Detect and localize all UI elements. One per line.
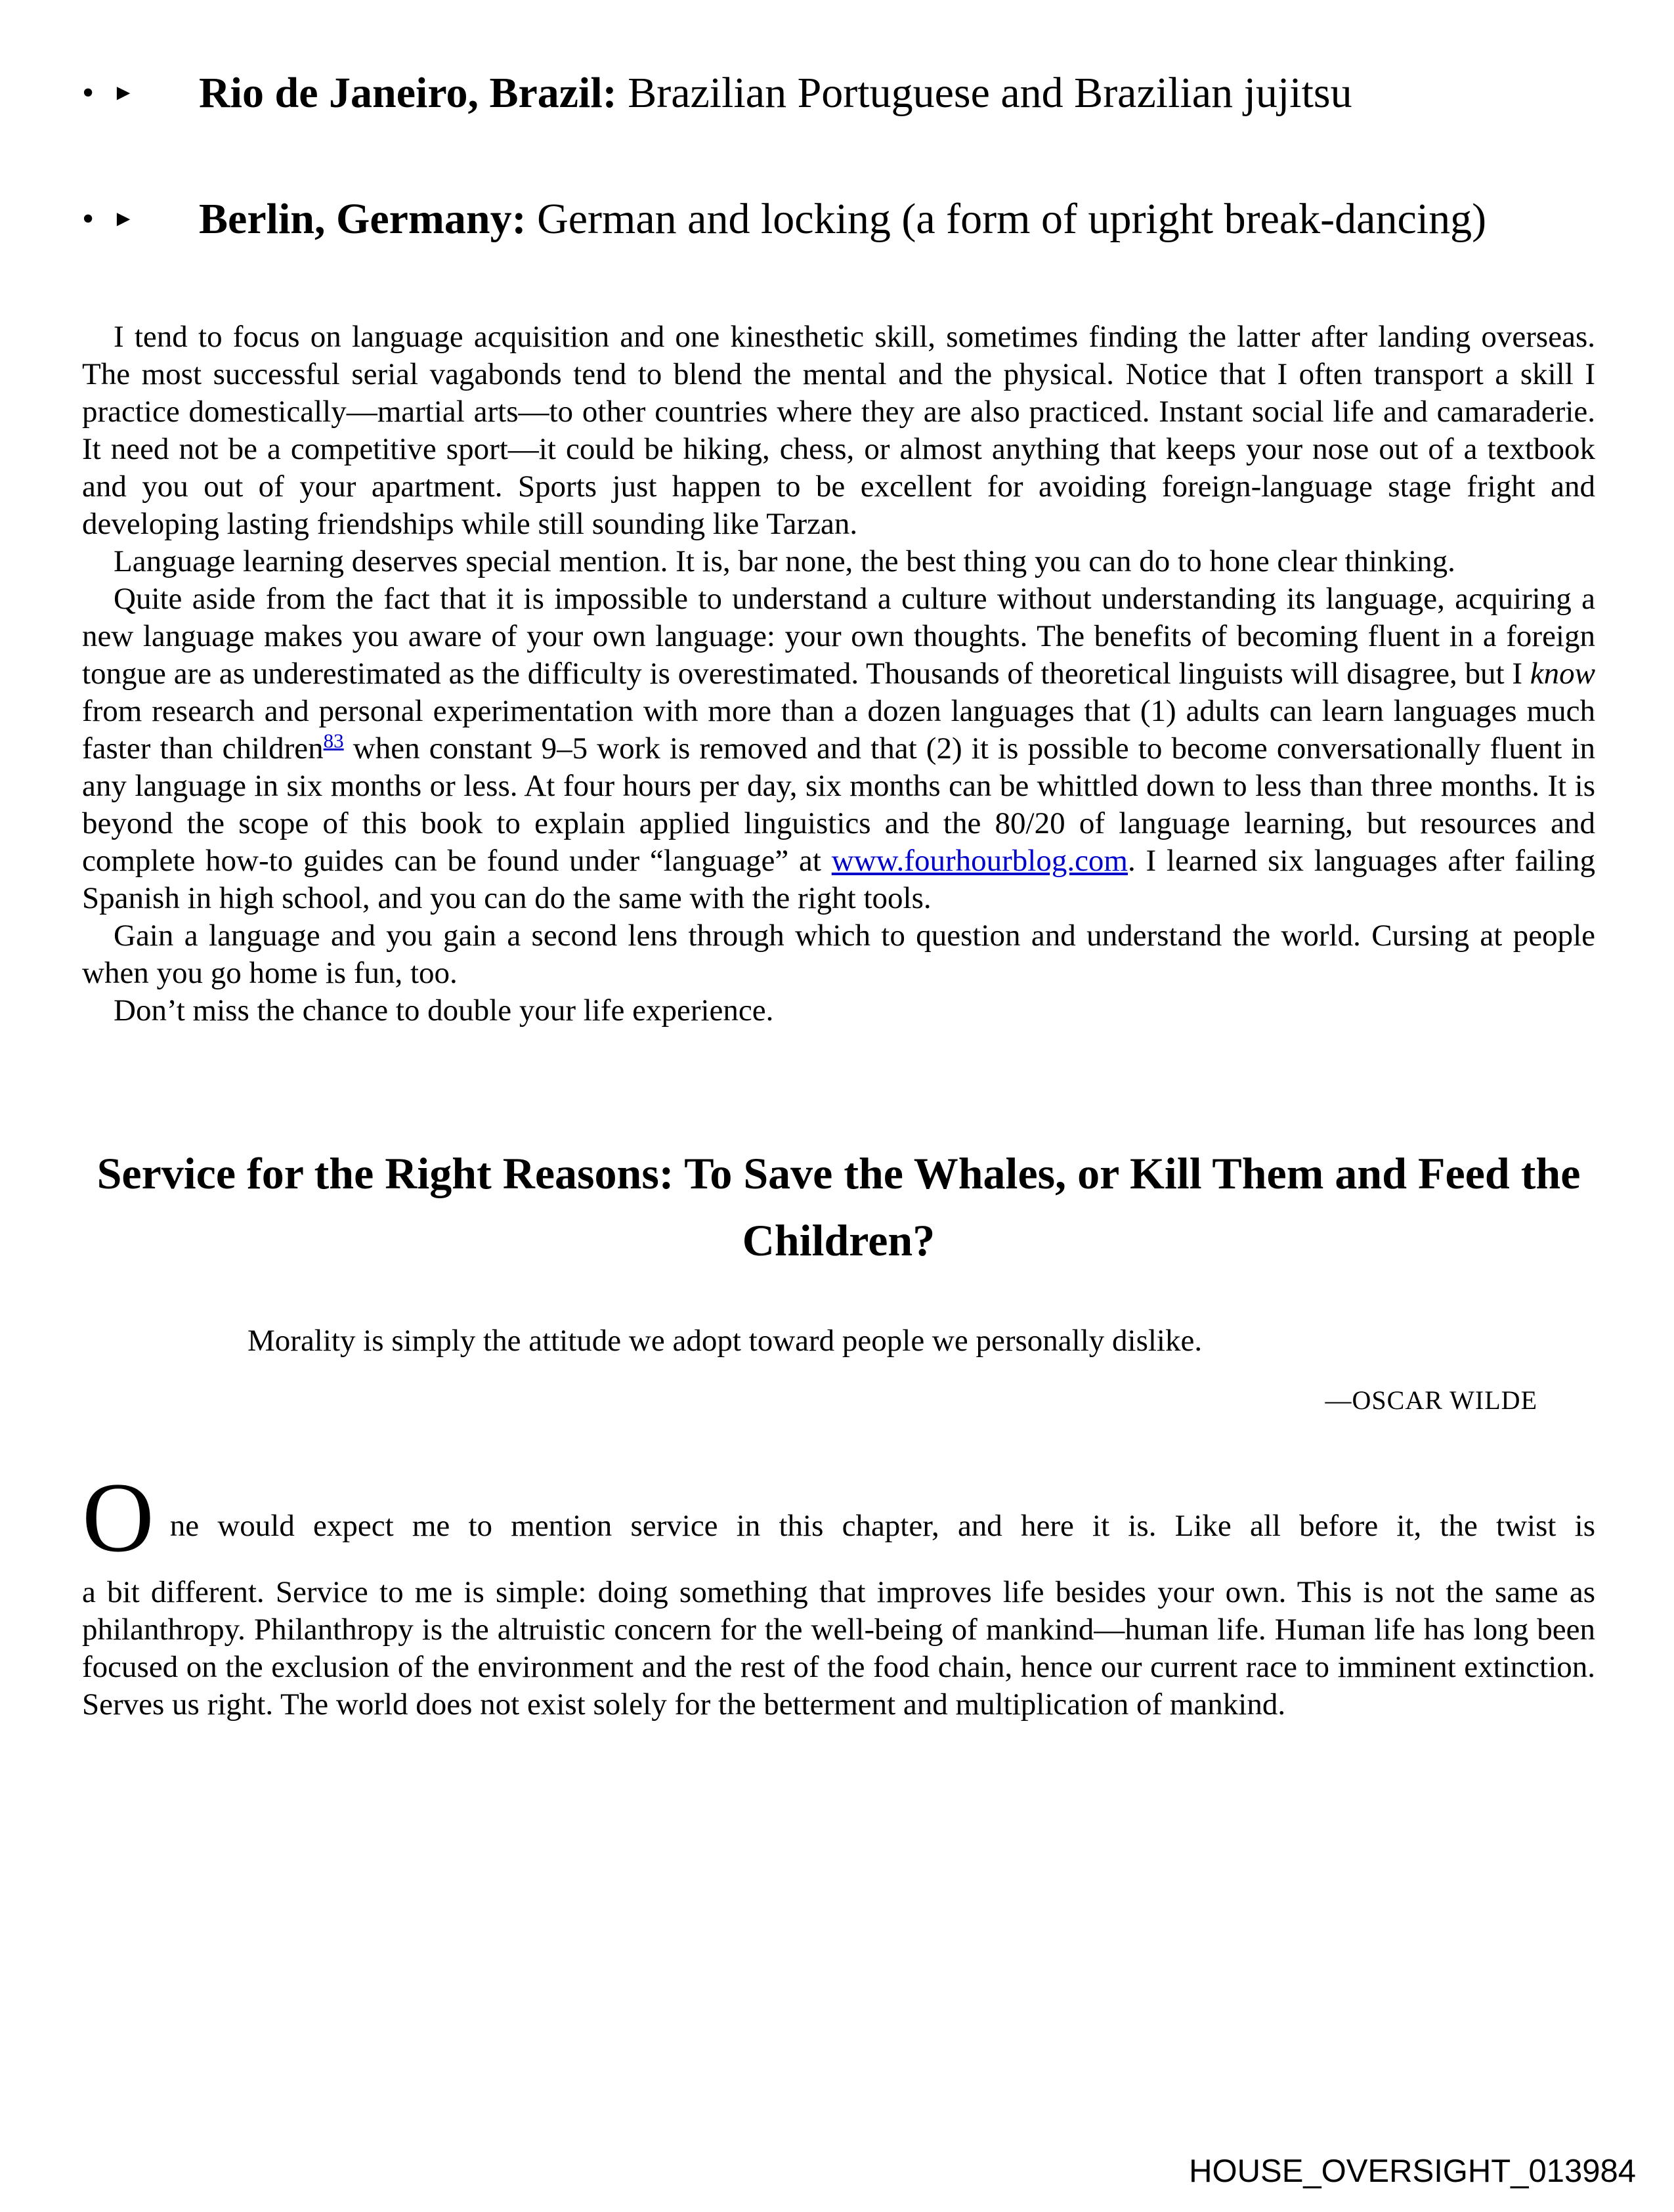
epigraph-quote: Morality is simply the attitude we adopt toward people we personally dislike. xyxy=(247,1323,1203,1358)
body-paragraph-5: Don’t miss the chance to double your life experience. xyxy=(114,993,774,1028)
paragraph-text: when constant 9–5 work is removed and that (2) it is possible to become conversationally fluent in any language in six months or less. At four hours per day, six months can be whittled down to less than three months. It is beyond the scope of this book to explain applied linguistics and the 80/20 of language learning, but resources and complete how-to guides can be found under “language” at xyxy=(82,731,1595,878)
list-item-rio xyxy=(82,66,1595,121)
dropcap-paragraph xyxy=(82,1462,1595,1724)
bates-number: HOUSE_OVERSIGHT_013984 xyxy=(1189,2154,1636,2189)
italic-word: know xyxy=(1530,656,1595,691)
body-paragraph-2: Language learning deserves special mention. It is, bar none, the best thing you can do to hone clear thinking. xyxy=(114,544,1455,578)
paragraph-text: a bit different. Service to me is simple: doing something that improves life besides your own. This is not the same as philanthropy. Philanthropy is the altruistic concern for the well-being of mankind—human life. Human life has long been focused on the exclusion of the environment and the rest of the food chain, hence our current race to imminent extinction. Serves us right. The world does not exist solely for the betterment and multiplication of mankind. xyxy=(82,1575,1595,1722)
bullet-list xyxy=(82,66,1595,248)
body-paragraph-3 xyxy=(82,580,1595,917)
paragraph-text: . I learned six languages after failing Spanish in high school, and you can do the same with the right tools. xyxy=(82,843,1595,915)
list-item-berlin xyxy=(82,192,1595,247)
bullet-label: Rio de Janeiro, Brazil: xyxy=(199,69,617,117)
bullet-marker xyxy=(82,66,199,121)
footnote-link-83[interactable]: 83 xyxy=(323,729,344,752)
bullet-marker xyxy=(82,192,199,247)
section-heading: Service for the Right Reasons: To Save the Whales, or Kill Them and Feed the Children? xyxy=(97,1148,1581,1265)
body-paragraph-1: I tend to focus on language acquisition and one kinesthetic skill, sometimes finding the latter after landing overseas. The most successful serial vagabonds tend to blend the mental and the physical. Notice that I often transport a skill I practice domestically—martial arts—to other countries where they are also practiced. Instant social life and camaraderie. It need not be a competitive sport—it could be hiking, chess, or almost anything that keeps your nose out of a textbook and you out of your apartment. Sports just happen to be excellent for avoiding foreign-language stage fright and developing lasting friendships while still sounding like Tarzan. xyxy=(82,319,1595,541)
bullet-description: German and locking (a form of upright break-dancing) xyxy=(526,195,1487,244)
bullet-label: Berlin, Germany: xyxy=(199,195,526,244)
dropcap-letter: O xyxy=(82,1462,154,1572)
dropcap-first-line-row xyxy=(82,1462,1595,1572)
bullet-description: Brazilian Portuguese and Brazilian jujitsu xyxy=(616,69,1352,117)
bullet-triangle-icon: ► xyxy=(112,81,135,105)
fourhourblog-link[interactable]: www.fourhourblog.com xyxy=(831,843,1128,878)
paragraph-text: ne would expect me to mention service in this chapter, and here it is. Like all before it, the twist is xyxy=(169,1508,1595,1543)
paragraph-text: from research and personal experimentation with more than a dozen languages that (1) adults can learn languages much faster than children xyxy=(82,693,1595,766)
paragraph-text: Quite aside from the fact that it is impossible to understand a culture without understanding its language, acquiring a new language makes you aware of your own language: your own thoughts. The benefits of becoming fluent in a foreign tongue are as underestimated as the difficulty is overestimated. Thousands of theoretical linguists will disagree, but I xyxy=(82,581,1595,691)
body-paragraph-4: Gain a language and you gain a second lens through which to question and understand the world. Cursing at people when you go home is fun, too. xyxy=(82,918,1595,990)
bullet-triangle-icon: ► xyxy=(112,207,135,232)
bullet-dot-icon: • xyxy=(82,74,95,112)
bullet-text xyxy=(199,192,1595,247)
bullet-text xyxy=(199,66,1595,121)
bullet-dot-icon: • xyxy=(82,200,95,238)
quote-attribution: —OSCAR WILDE xyxy=(1325,1385,1537,1415)
